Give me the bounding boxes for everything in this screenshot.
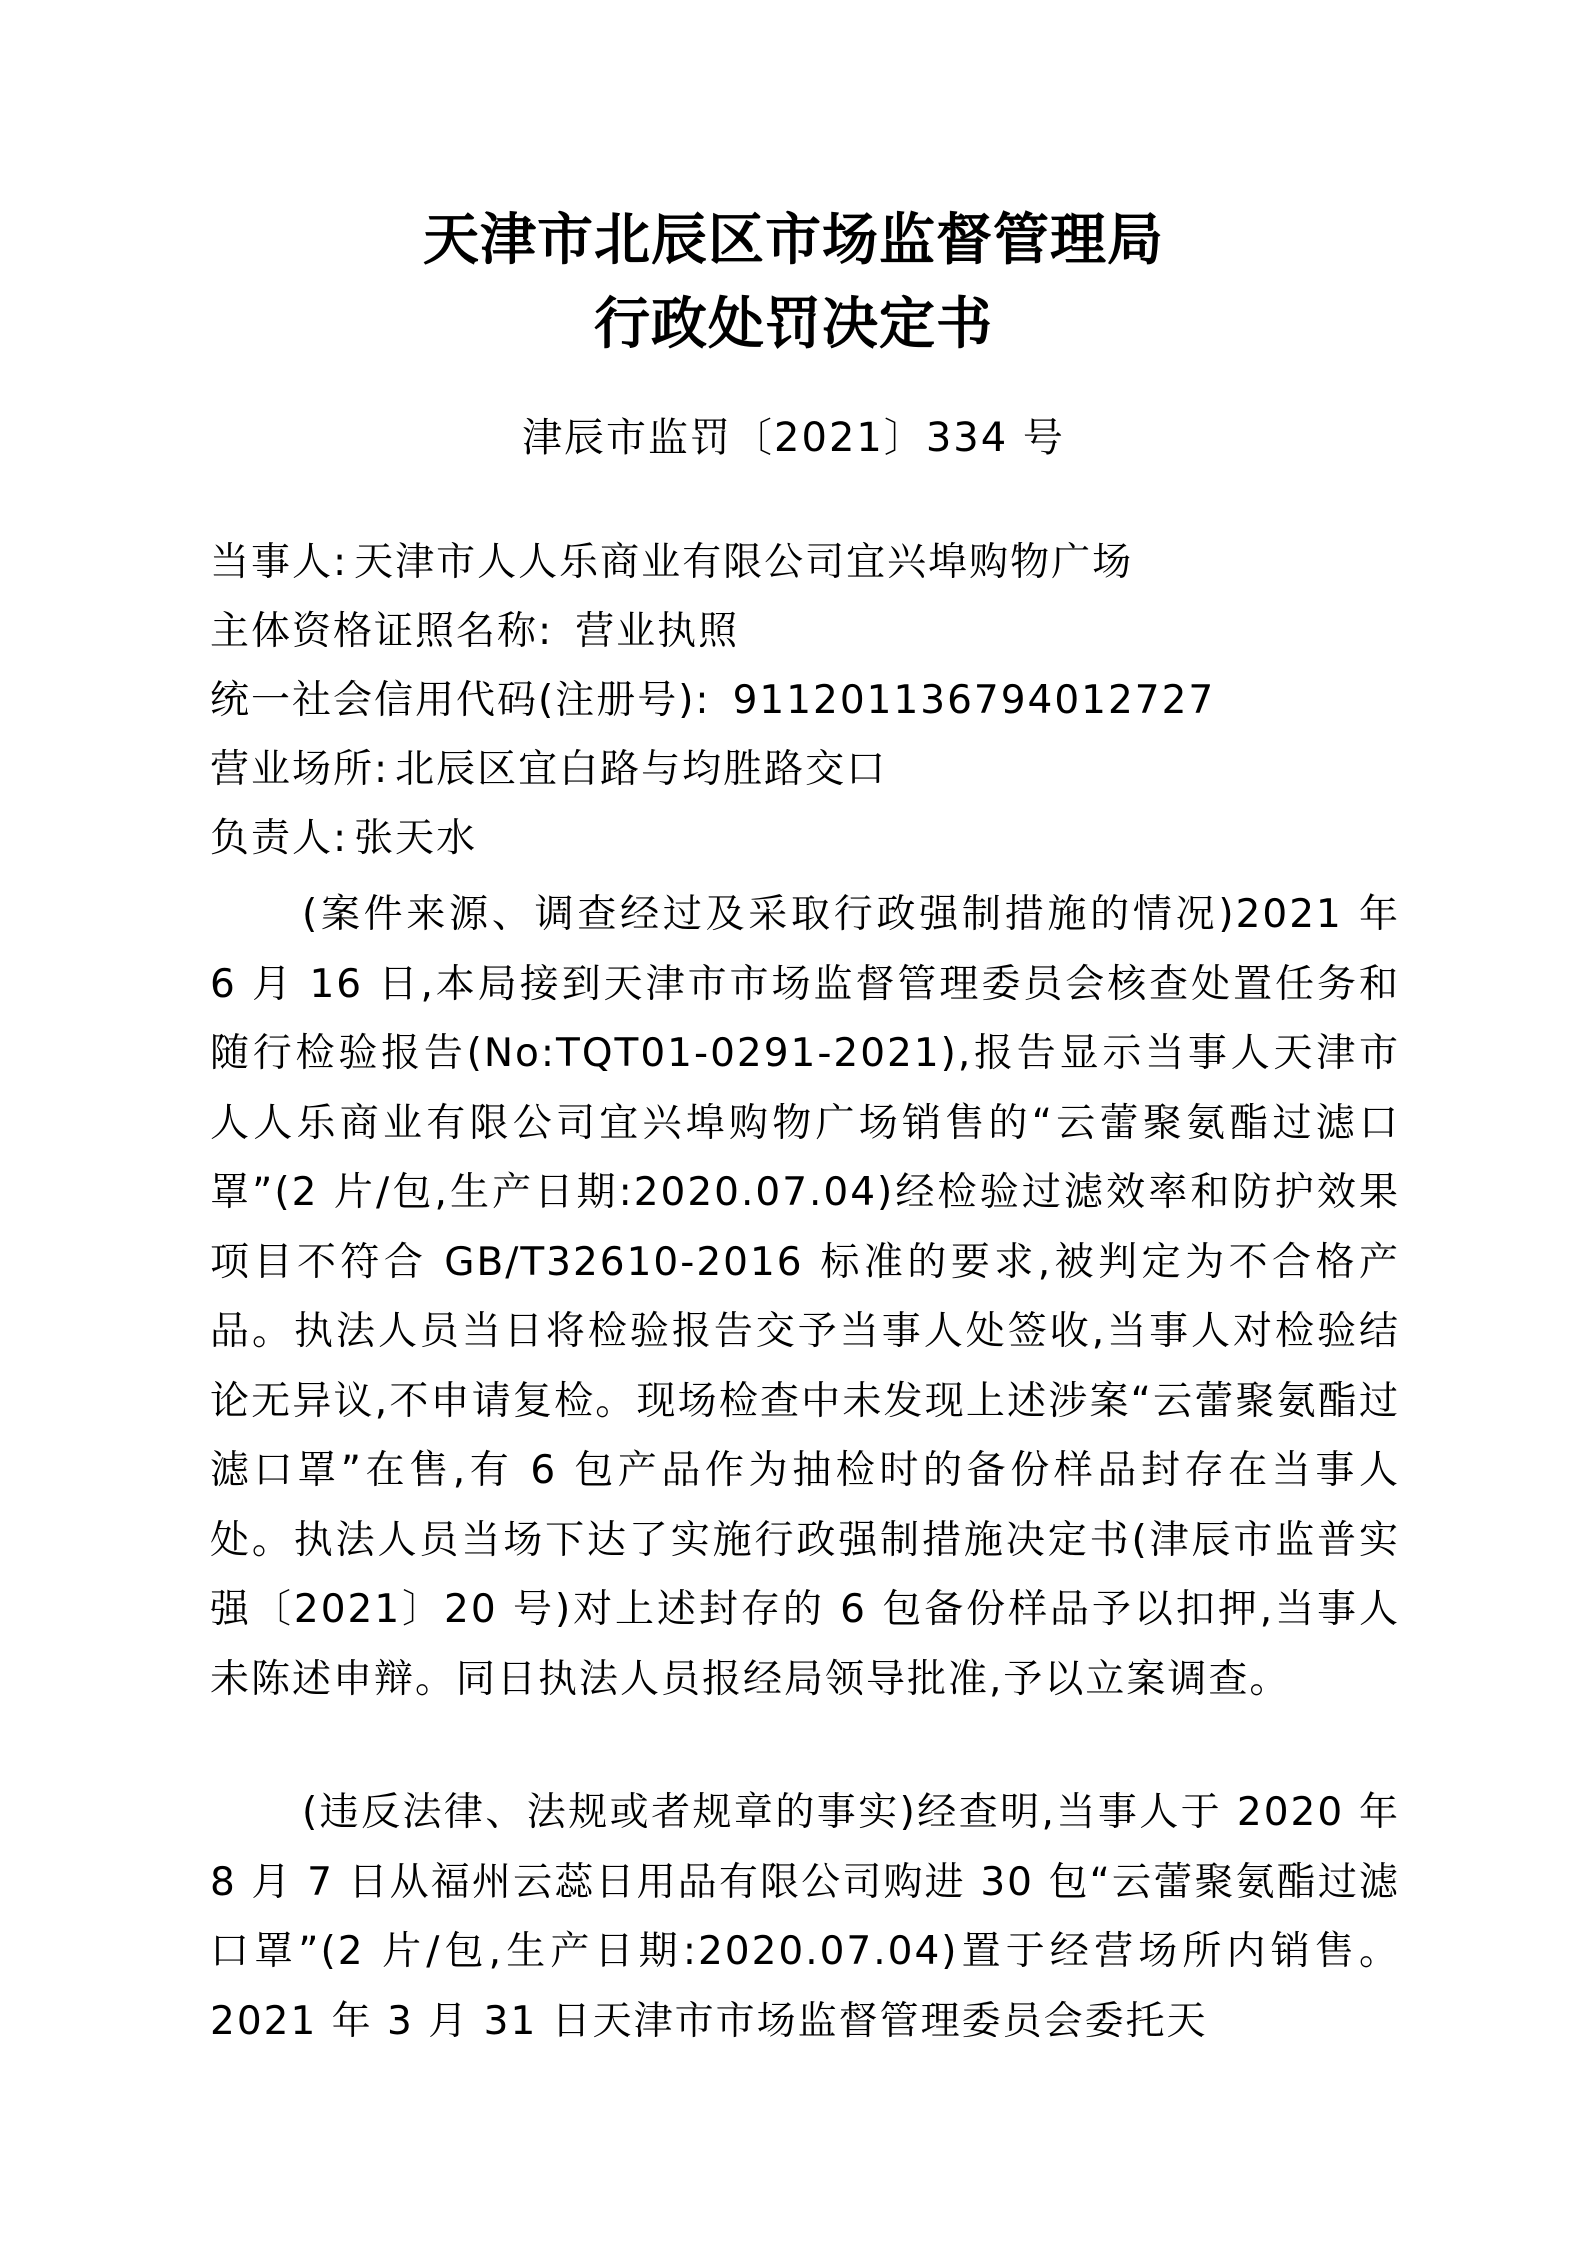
responsible-person-line [210, 804, 1400, 873]
party-name-line [210, 528, 1400, 597]
paragraph-case-source: (案件来源、调查经过及采取行政强制措施的情况)2021 年 6 月 16 日,本局接到天津市市场监督管理委员会核查处置任务和随行检验报告(No:TQT01-0291-2021),报告显示当事人天津市人人乐商业有限公司宜兴埠购物广场销售的“云蕾聚氨酯过滤口罩”(2 片/包,生产日期:2020.07.04)经检验过滤效率和防护效果项目不符合 GB/T32610-2016 标准的要求,被判定为不合格产品。执法人员当日将检验报告交予当事人处签收,当事人对检验结论无异议,不申请复检。现场检查中未发现上述涉案“云蕾聚氨酯过滤口罩”在售,有 6 包产品作为抽检时的备份样品封存在当事人处。执法人员当场下达了实施行政强制措施决定书(津辰市监普实强〔2021〕20 号)对上述封存的 6 包备份样品予以扣押,当事人未陈述申辩。同日执法人员报经局领导批准,予以立案调查。 [210, 892, 1400, 1702]
responsible-person-value: 张天水 [354, 816, 478, 861]
license-label: 主体资格证照名称: [210, 609, 554, 654]
party-name-label: 当事人: [210, 540, 349, 585]
address-label: 营业场所: [210, 747, 390, 792]
document-title [0, 198, 1587, 366]
address-line [210, 735, 1400, 804]
party-info [210, 528, 1400, 873]
responsible-person-label: 负责人: [210, 816, 349, 861]
paragraph-violation-facts: (违反法律、法规或者规章的事实)经查明,当事人于 2020 年 8 月 7 日从福州云蕊日用品有限公司购进 30 包“云蕾聚氨酯过滤口罩”(2 片/包,生产日期:2020.07.04)置于经营场所内销售。2021 年 3 月 31 日天津市市场监督管理委员会委托天 [210, 1790, 1400, 2044]
address-value: 北辰区宜白路与均胜路交口 [395, 747, 888, 792]
party-name-value: 天津市人人乐商业有限公司宜兴埠购物广场 [354, 540, 1134, 585]
credit-code-line [210, 666, 1400, 735]
license-value: 营业执照 [575, 609, 740, 654]
title-line-doc-type: 行政处罚决定书 [594, 291, 993, 357]
title-line-agency: 天津市北辰区市场监督管理局 [423, 207, 1164, 273]
license-line [210, 597, 1400, 666]
credit-code-value: 911201136794012727 [732, 678, 1216, 723]
document-number: 津辰市监罚〔2021〕334 号 [522, 415, 1065, 461]
credit-code-label: 统一社会信用代码(注册号): [210, 678, 711, 723]
